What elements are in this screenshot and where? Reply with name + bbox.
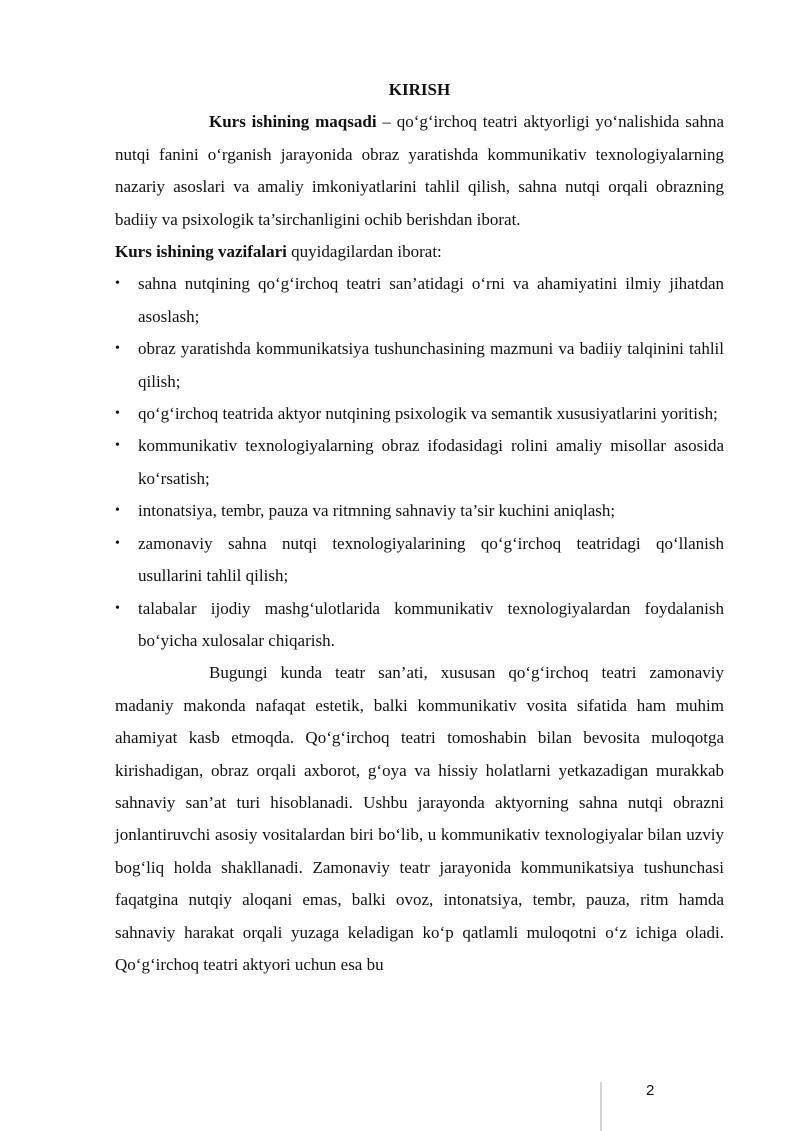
list-item [115, 268, 724, 333]
page-title: KIRISH [388, 80, 451, 99]
margin-divider [600, 1082, 602, 1131]
page-number: 2 [646, 1082, 655, 1099]
list-item [115, 333, 724, 398]
bullet-icon: • [115, 503, 120, 519]
page-content [115, 74, 724, 981]
bullet-icon: • [115, 600, 120, 616]
bullet-icon: • [115, 276, 120, 292]
tasks-intro [115, 236, 724, 268]
purpose-paragraph [115, 106, 724, 236]
tasks-intro-text: quyidagilardan iborat: [286, 242, 442, 262]
purpose-lead: Kurs ishining maqsadi [209, 112, 377, 132]
list-item-text: sahna nutqining qo‘g‘irchoq teatri san’atidagi o‘rni va ahamiyatini ilmiy jihatdan asoslash; [138, 274, 724, 326]
purpose-text: – qo‘g‘irchoq teatri aktyorligi yo‘nalishida sahna nutqi fanini o‘rganish jarayonida obraz yaratishda kommunikativ texnologiyalarning nazariy asoslari va amaliy imkoniyatlarini tahlil qilish, sahna nutqi orqali obrazning badiiy va psixologik ta’sirchanligini ochib berishdan iborat. [115, 112, 724, 229]
list-item-text: zamonaviy sahna nutqi texnologiyalarining qo‘g‘irchoq teatridagi qo‘llanish usullarini tahlil qilish; [138, 533, 724, 586]
list-item [115, 430, 724, 495]
body-paragraph: Bugungi kunda teatr san’ati, xususan qo‘g‘irchoq teatri zamonaviy madaniy makonda nafaqat estetik, balki kommunikativ vosita sifatida ham muhim ahamiyat kasb etmoqda. Qo‘g‘irchoq teatri tomoshabin bilan bevosita muloqotga kirishadigan, obraz orqali axborot, g‘oya va hissiy holatlarni yetkazadigan murakkab sahnaviy san’at turi hisoblanadi. Ushbu jarayonda aktyorning sahna nutqi obrazni jonlantiruvchi asosiy vositalardan biri bo‘lib, u kommunikativ texnologiyalar bilan uzviy bog‘liq holda shakllanadi. Zamonaviy teatr jarayonida kommunikatsiya tushunchasi faqatgina nutqiy aloqani emas, balki ovoz, intonatsiya, tembr, pauza, ritm hamda sahnaviy harakat orqali yuzaga keladigan ko‘p qatlamli muloqotni o‘z ichiga oladi. Qo‘g‘irchoq teatri aktyori uchun esa bu [115, 663, 724, 974]
bullet-icon: • [115, 438, 120, 454]
tasks-lead: Kurs ishining vazifalari [115, 242, 287, 262]
list-item-text: kommunikativ texnologiyalarning obraz ifodasidagi rolini amaliy misollar asosida ko‘rsatish; [138, 436, 724, 488]
list-item [115, 528, 724, 593]
bullet-icon: • [115, 535, 120, 551]
list-item-text: intonatsiya, tembr, pauza va ritmning sahnaviy ta’sir kuchini aniqlash; [138, 501, 616, 521]
list-item-text: talabalar ijodiy mashg‘ulotlarida kommunikativ texnologiyalardan foydalanish bo‘yicha xulosalar chiqarish. [138, 598, 724, 650]
list-item-text: qo‘g‘irchoq teatrida aktyor nutqining psixologik va semantik xususiyatlarini yoritish; [138, 404, 718, 424]
list-item-text: obraz yaratishda kommunikatsiya tushunchasining mazmuni va badiiy talqinini tahlil qilish; [138, 339, 724, 391]
bullet-icon: • [115, 406, 120, 422]
list-item [115, 495, 724, 527]
tasks-list [115, 268, 724, 657]
list-item [115, 593, 724, 658]
list-item [115, 398, 724, 430]
bullet-icon: • [115, 341, 120, 357]
